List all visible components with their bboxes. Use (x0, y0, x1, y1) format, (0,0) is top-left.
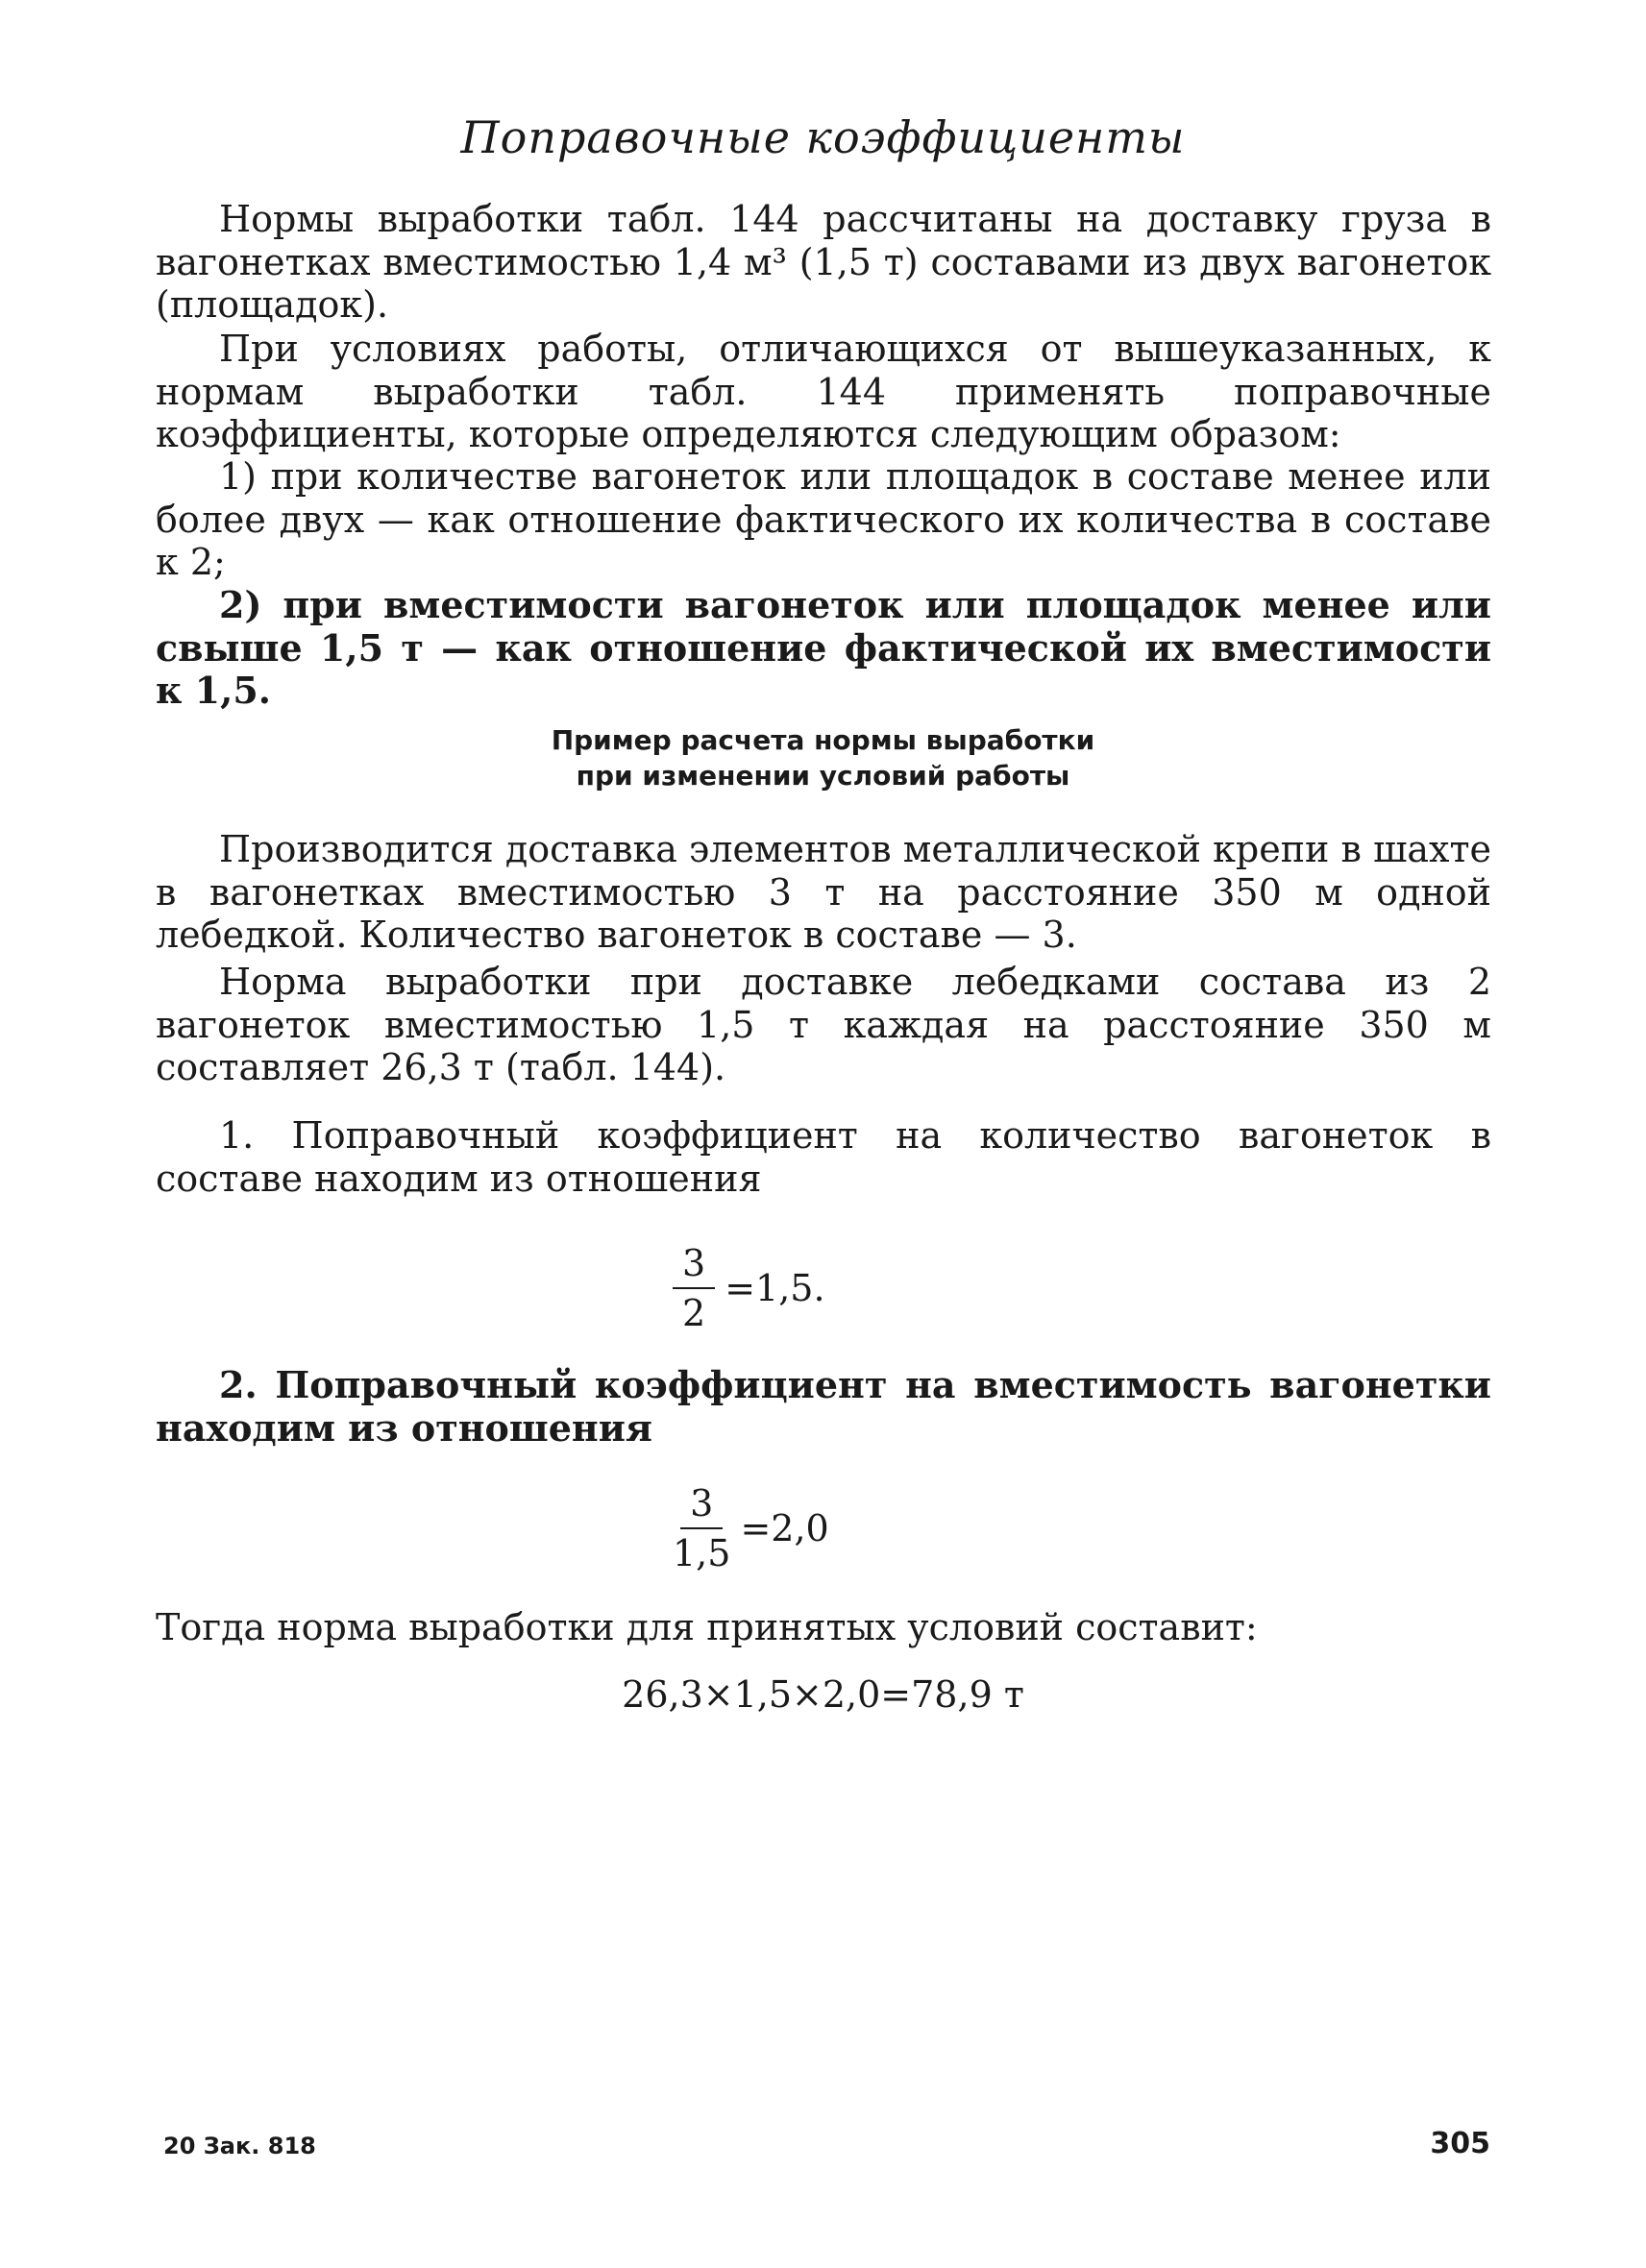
paragraph-rule-2: 2) при вместимости вагонеток или площадок менее или свыше 1,5 т — как отношение фактической их вместимости к 1,5. (156, 583, 1491, 712)
paragraph-example-setup: Производится доставка элементов металлической крепи в шахте в вагонетках вместимостью 3 т на расстояние 350 м одной лебедкой. Количество вагонеток в составе — 3. (156, 828, 1491, 956)
formula-count-ratio (673, 1239, 825, 1337)
example-heading (0, 722, 1646, 793)
formula-capacity-ratio (673, 1479, 829, 1577)
paragraph-conditions: При условиях работы, отличающихся от вышеуказанных, к нормам выработки табл. 144 применять поправочные коэффициенты, которые определяются следующим образом: (156, 328, 1491, 455)
paragraph-result-intro: Тогда норма выработки для принятых условий составит: (156, 1606, 1258, 1648)
paragraph-example-base-norm: Норма выработки при доставке лебедками состава из 2 вагонеток вместимостью 1,5 т каждая на расстояние 350 м составляет 26,3 т (табл. 144). (156, 961, 1491, 1088)
example-heading-line-1: Пример расчета нормы выработки (551, 724, 1095, 756)
fraction (673, 1479, 730, 1577)
page-number: 305 (1430, 2127, 1490, 2160)
fraction-numerator: 3 (673, 1239, 715, 1289)
paragraph-coefficient-count: 1. Поправочный коэффициент на количество вагонеток в составе находим из отношения (156, 1114, 1491, 1200)
fraction-denominator: 1,5 (673, 1532, 731, 1574)
paragraph-rule-1: 1) при количестве вагонеток или площадок в составе менее или более двух — как отношение фактического их количества в составе к 2; (156, 455, 1491, 583)
paragraph-norms: Нормы выработки табл. 144 рассчитаны на доставку груза в вагонетках вместимостью 1,4 м³ (1,5 т) составами из двух вагонеток (площадок). (156, 198, 1491, 326)
example-heading-line-2: при изменении условий работы (576, 760, 1070, 792)
fraction (673, 1239, 715, 1337)
paragraph-coefficient-capacity: 2. Поправочный коэффициент на вместимость вагонетки находим из отношения (156, 1363, 1491, 1450)
formula-result: =1,5. (725, 1267, 825, 1309)
section-title: Поправочные коэффициенты (460, 111, 1186, 163)
final-calculation: 26,3×1,5×2,0=78,9 т (622, 1673, 1024, 1716)
fraction-numerator: 3 (680, 1479, 723, 1529)
print-order-note: 20 Зак. 818 (163, 2133, 316, 2159)
fraction-denominator: 2 (682, 1292, 706, 1334)
formula-result: =2,0 (740, 1507, 829, 1549)
